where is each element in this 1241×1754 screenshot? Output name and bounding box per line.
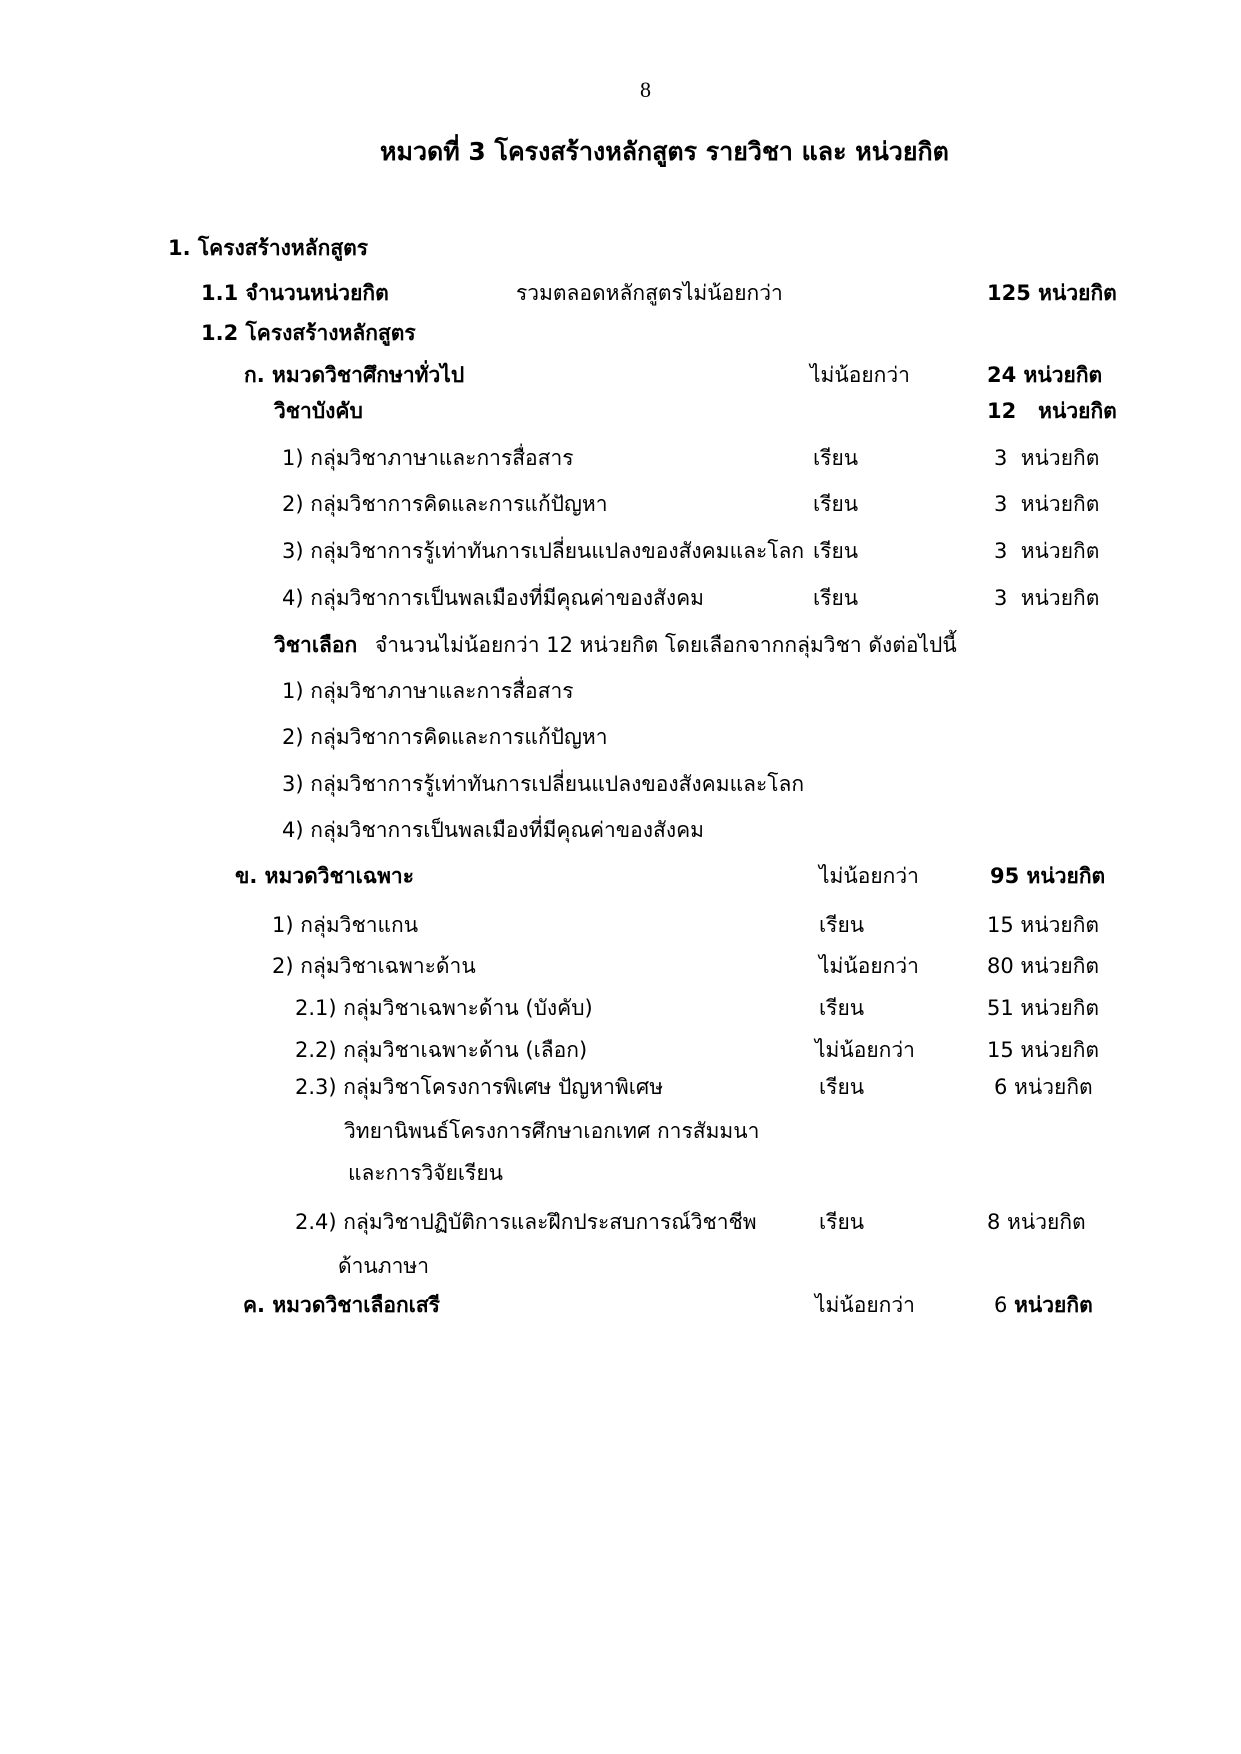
required-item-cond: เรียน bbox=[813, 539, 859, 563]
elective-desc: จำนวนไม่น้อยกว่า 12 หน่วยกิต โดยเลือกจากกลุ่มวิชา ดังต่อไปนี้ bbox=[375, 633, 957, 657]
required-heading: วิชาบังคับ bbox=[274, 399, 363, 423]
specific-item-cond: เรียน bbox=[819, 996, 865, 1020]
specific-item-credits: 80 หน่วยกิต bbox=[987, 954, 1100, 978]
required-item-credits: 3 หน่วยกิต bbox=[994, 586, 1100, 610]
required-item-credits: 3 หน่วยกิต bbox=[994, 492, 1100, 516]
credits-label: 1.1 จำนวนหน่วยกิต bbox=[201, 281, 389, 305]
page-number: 8 bbox=[640, 77, 651, 102]
required-item: 3) กลุ่มวิชาการรู้เท่าทันการเปลี่ยนแปลงของสังคมและโลก bbox=[282, 539, 805, 563]
specific-item-cond: เรียน bbox=[819, 1075, 865, 1099]
credits-desc: รวมตลอดหลักสูตรไม่น้อยกว่า bbox=[516, 281, 783, 305]
specific-subitem: 2.3) กลุ่มวิชาโครงการพิเศษ ปัญหาพิเศษ bbox=[295, 1075, 664, 1099]
required-item-cond: เรียน bbox=[813, 586, 859, 610]
general-cond: ไม่น้อยกว่า bbox=[810, 363, 910, 387]
specific-item-cond: ไม่น้อยกว่า bbox=[815, 1038, 915, 1062]
free-elective-credits bbox=[994, 1291, 1093, 1319]
required-item: 4) กลุ่มวิชาการเป็นพลเมืองที่มีคุณค่าของสังคม bbox=[282, 586, 704, 610]
total-credits: 125 หน่วยกิต bbox=[987, 281, 1117, 305]
elective-item: 2) กลุ่มวิชาการคิดและการแก้ปัญหา bbox=[282, 725, 608, 749]
specific-subitem: 2.4) กลุ่มวิชาปฏิบัติการและฝึกประสบการณ์วิชาชีพ bbox=[295, 1210, 757, 1234]
specific-category: ข. หมวดวิชาเฉพาะ bbox=[235, 864, 414, 888]
structure-heading: 1.2 โครงสร้างหลักสูตร bbox=[201, 321, 416, 345]
specific-subitem-continuation: ด้านภาษา bbox=[338, 1254, 430, 1278]
required-item-credits: 3 หน่วยกิต bbox=[994, 446, 1100, 470]
free-elective-cond: ไม่น้อยกว่า bbox=[815, 1293, 915, 1317]
required-item-cond: เรียน bbox=[813, 492, 859, 516]
specific-item-cond: เรียน bbox=[819, 913, 865, 937]
free-elective-credits-unit: หน่วยกิต bbox=[1014, 1293, 1093, 1317]
section-heading: 1. โครงสร้างหลักสูตร bbox=[168, 236, 369, 260]
elective-item: 3) กลุ่มวิชาการรู้เท่าทันการเปลี่ยนแปลงของสังคมและโลก bbox=[282, 772, 805, 796]
elective-heading: วิชาเลือก bbox=[274, 633, 358, 657]
general-credits: 24 หน่วยกิต bbox=[987, 363, 1103, 387]
specific-item-cond: เรียน bbox=[819, 1210, 865, 1234]
specific-credits: 95 หน่วยกิต bbox=[990, 864, 1106, 888]
free-elective-credits-number: 6 bbox=[994, 1293, 1008, 1317]
required-item-credits: 3 หน่วยกิต bbox=[994, 539, 1100, 563]
specific-item-credits: 8 หน่วยกิต bbox=[987, 1210, 1086, 1234]
specific-cond: ไม่น้อยกว่า bbox=[819, 864, 919, 888]
specific-item: 1) กลุ่มวิชาแกน bbox=[272, 913, 419, 937]
specific-subitem: 2.1) กลุ่มวิชาเฉพาะด้าน (บังคับ) bbox=[295, 996, 593, 1020]
elective-item: 4) กลุ่มวิชาการเป็นพลเมืองที่มีคุณค่าของสังคม bbox=[282, 818, 704, 842]
required-item: 2) กลุ่มวิชาการคิดและการแก้ปัญหา bbox=[282, 492, 608, 516]
specific-item-credits: 51 หน่วยกิต bbox=[987, 996, 1100, 1020]
specific-item-credits: 15 หน่วยกิต bbox=[987, 913, 1100, 937]
required-item: 1) กลุ่มวิชาภาษาและการสื่อสาร bbox=[282, 446, 574, 470]
page-title: หมวดที่ 3 โครงสร้างหลักสูตร รายวิชา และ หน่วยกิต bbox=[380, 137, 949, 166]
specific-item-credits: 6 หน่วยกิต bbox=[994, 1075, 1093, 1099]
required-credits: 12 หน่วยกิต bbox=[987, 399, 1117, 423]
general-category: ก. หมวดวิชาศึกษาทั่วไป bbox=[244, 363, 465, 387]
free-elective-category: ค. หมวดวิชาเลือกเสรี bbox=[243, 1293, 440, 1317]
specific-item-credits: 15 หน่วยกิต bbox=[987, 1038, 1100, 1062]
specific-item-cond: ไม่น้อยกว่า bbox=[819, 954, 919, 978]
specific-item: 2) กลุ่มวิชาเฉพาะด้าน bbox=[272, 954, 476, 978]
elective-item: 1) กลุ่มวิชาภาษาและการสื่อสาร bbox=[282, 679, 574, 703]
required-item-cond: เรียน bbox=[813, 446, 859, 470]
specific-subitem: 2.2) กลุ่มวิชาเฉพาะด้าน (เลือก) bbox=[295, 1038, 588, 1062]
specific-subitem-continuation: และการวิจัยเรียน bbox=[348, 1161, 503, 1185]
specific-subitem-continuation: วิทยานิพนธ์โครงการศึกษาเอกเทศ การสัมมนา bbox=[344, 1119, 760, 1143]
